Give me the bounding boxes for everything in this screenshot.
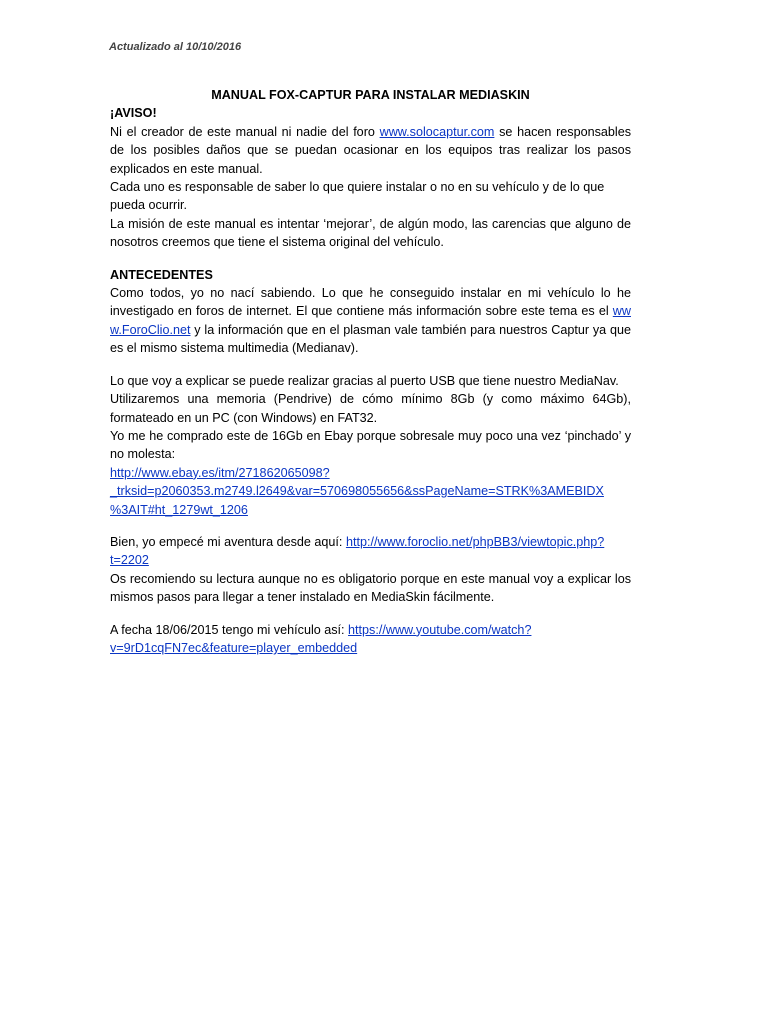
mission-paragraph: La misión de este manual es intentar ‘mejorar’, de algún modo, las carencias que alguno de nosotros creemos que tiene el sistema original del vehículo.	[110, 216, 631, 250]
usb-paragraph: Lo que voy a explicar se puede realizar gracias al puerto USB que tiene nuestro MediaNav.	[110, 373, 619, 388]
foroclio-topic-link-line-2: t=2202	[110, 553, 149, 568]
recommendation-paragraph: Os recomiendo su lectura aunque no es obligatorio porque en este manual voy a explicar los mismos pasos para llegar a tener instalado en MediaSkin fácilmente.	[110, 571, 631, 605]
ebay-link-line-2: _trksid=p2060353.m2749.l2649&var=570698055656&ssPageName=STRK%3AMEBIDX	[110, 484, 604, 499]
disclaimer-text-start: Ni el creador de este manual ni nadie del foro	[110, 124, 380, 139]
youtube-link-line-1: https://www.youtube.com/watch?	[348, 622, 532, 637]
foroclio-topic-link-line-1: http://www.foroclio.net/phpBB3/viewtopic.php?	[345, 534, 605, 549]
responsibility-paragraph: Cada uno es responsable de saber lo que quiere instalar o no en su vehículo y de lo que pueda ocurrir.	[110, 180, 605, 213]
ebay-link-line-1: http://www.ebay.es/itm/271862065098?	[110, 465, 330, 480]
document-body	[110, 86, 631, 657]
document-title: MANUAL FOX-CAPTUR PARA INSTALAR MEDIASKIN	[211, 88, 530, 102]
video-text: A fecha 18/06/2015 tengo mi vehículo así:	[110, 622, 349, 637]
ebay-link-block	[110, 464, 631, 519]
updated-date: Actualizado al 10/10/2016	[109, 41, 242, 53]
start-text: Bien, yo empecé mi aventura desde aquí:	[110, 534, 346, 549]
ebay-link[interactable]	[110, 466, 604, 517]
warning-heading: ¡AVISO!	[110, 106, 157, 121]
disclaimer-paragraph	[110, 123, 631, 178]
youtube-link-line-2: v=9rD1cqFN7ec&feature=player_embedded	[110, 640, 358, 655]
pendrive-paragraph: Utilizaremos una memoria (Pendrive) de cómo mínimo 8Gb (y como máximo 64Gb), formateado en un PC (con Windows) en FAT32.	[110, 392, 631, 425]
ebay-link-line-3: %3AIT#ht_1279wt_1206	[110, 502, 248, 517]
background-text-start: Como todos, yo no nací sabiendo. Lo que he conseguido instalar en mi vehículo lo he investigado en foros de internet. El que contiene más información sobre este tema es el	[110, 286, 631, 319]
spacer	[110, 252, 631, 266]
solocaptur-link[interactable]: www.solocaptur.com	[379, 124, 495, 139]
disclaimer-text-end: se hacen responsables de los posibles daños que se puedan ocasionar en los equipos tras realizar los pasos explicados en este manual.	[110, 124, 631, 176]
foroclio-link[interactable]: www.ForoClio.net	[110, 304, 631, 337]
spacer	[110, 607, 631, 621]
start-paragraph	[110, 533, 631, 570]
background-paragraph	[110, 284, 631, 358]
ebay-paragraph: Yo me he comprado este de 16Gb en Ebay porque sobresale muy poco una vez ‘pinchado’ y no molesta:	[110, 428, 631, 462]
background-text-end: y la información que en el plasman vale también para nuestros Captur ya que es el mismo sistema multimedia (Medianav).	[110, 322, 631, 356]
spacer	[110, 358, 631, 372]
spacer	[110, 519, 631, 533]
video-paragraph	[110, 621, 631, 658]
background-heading: ANTECEDENTES	[110, 267, 213, 282]
